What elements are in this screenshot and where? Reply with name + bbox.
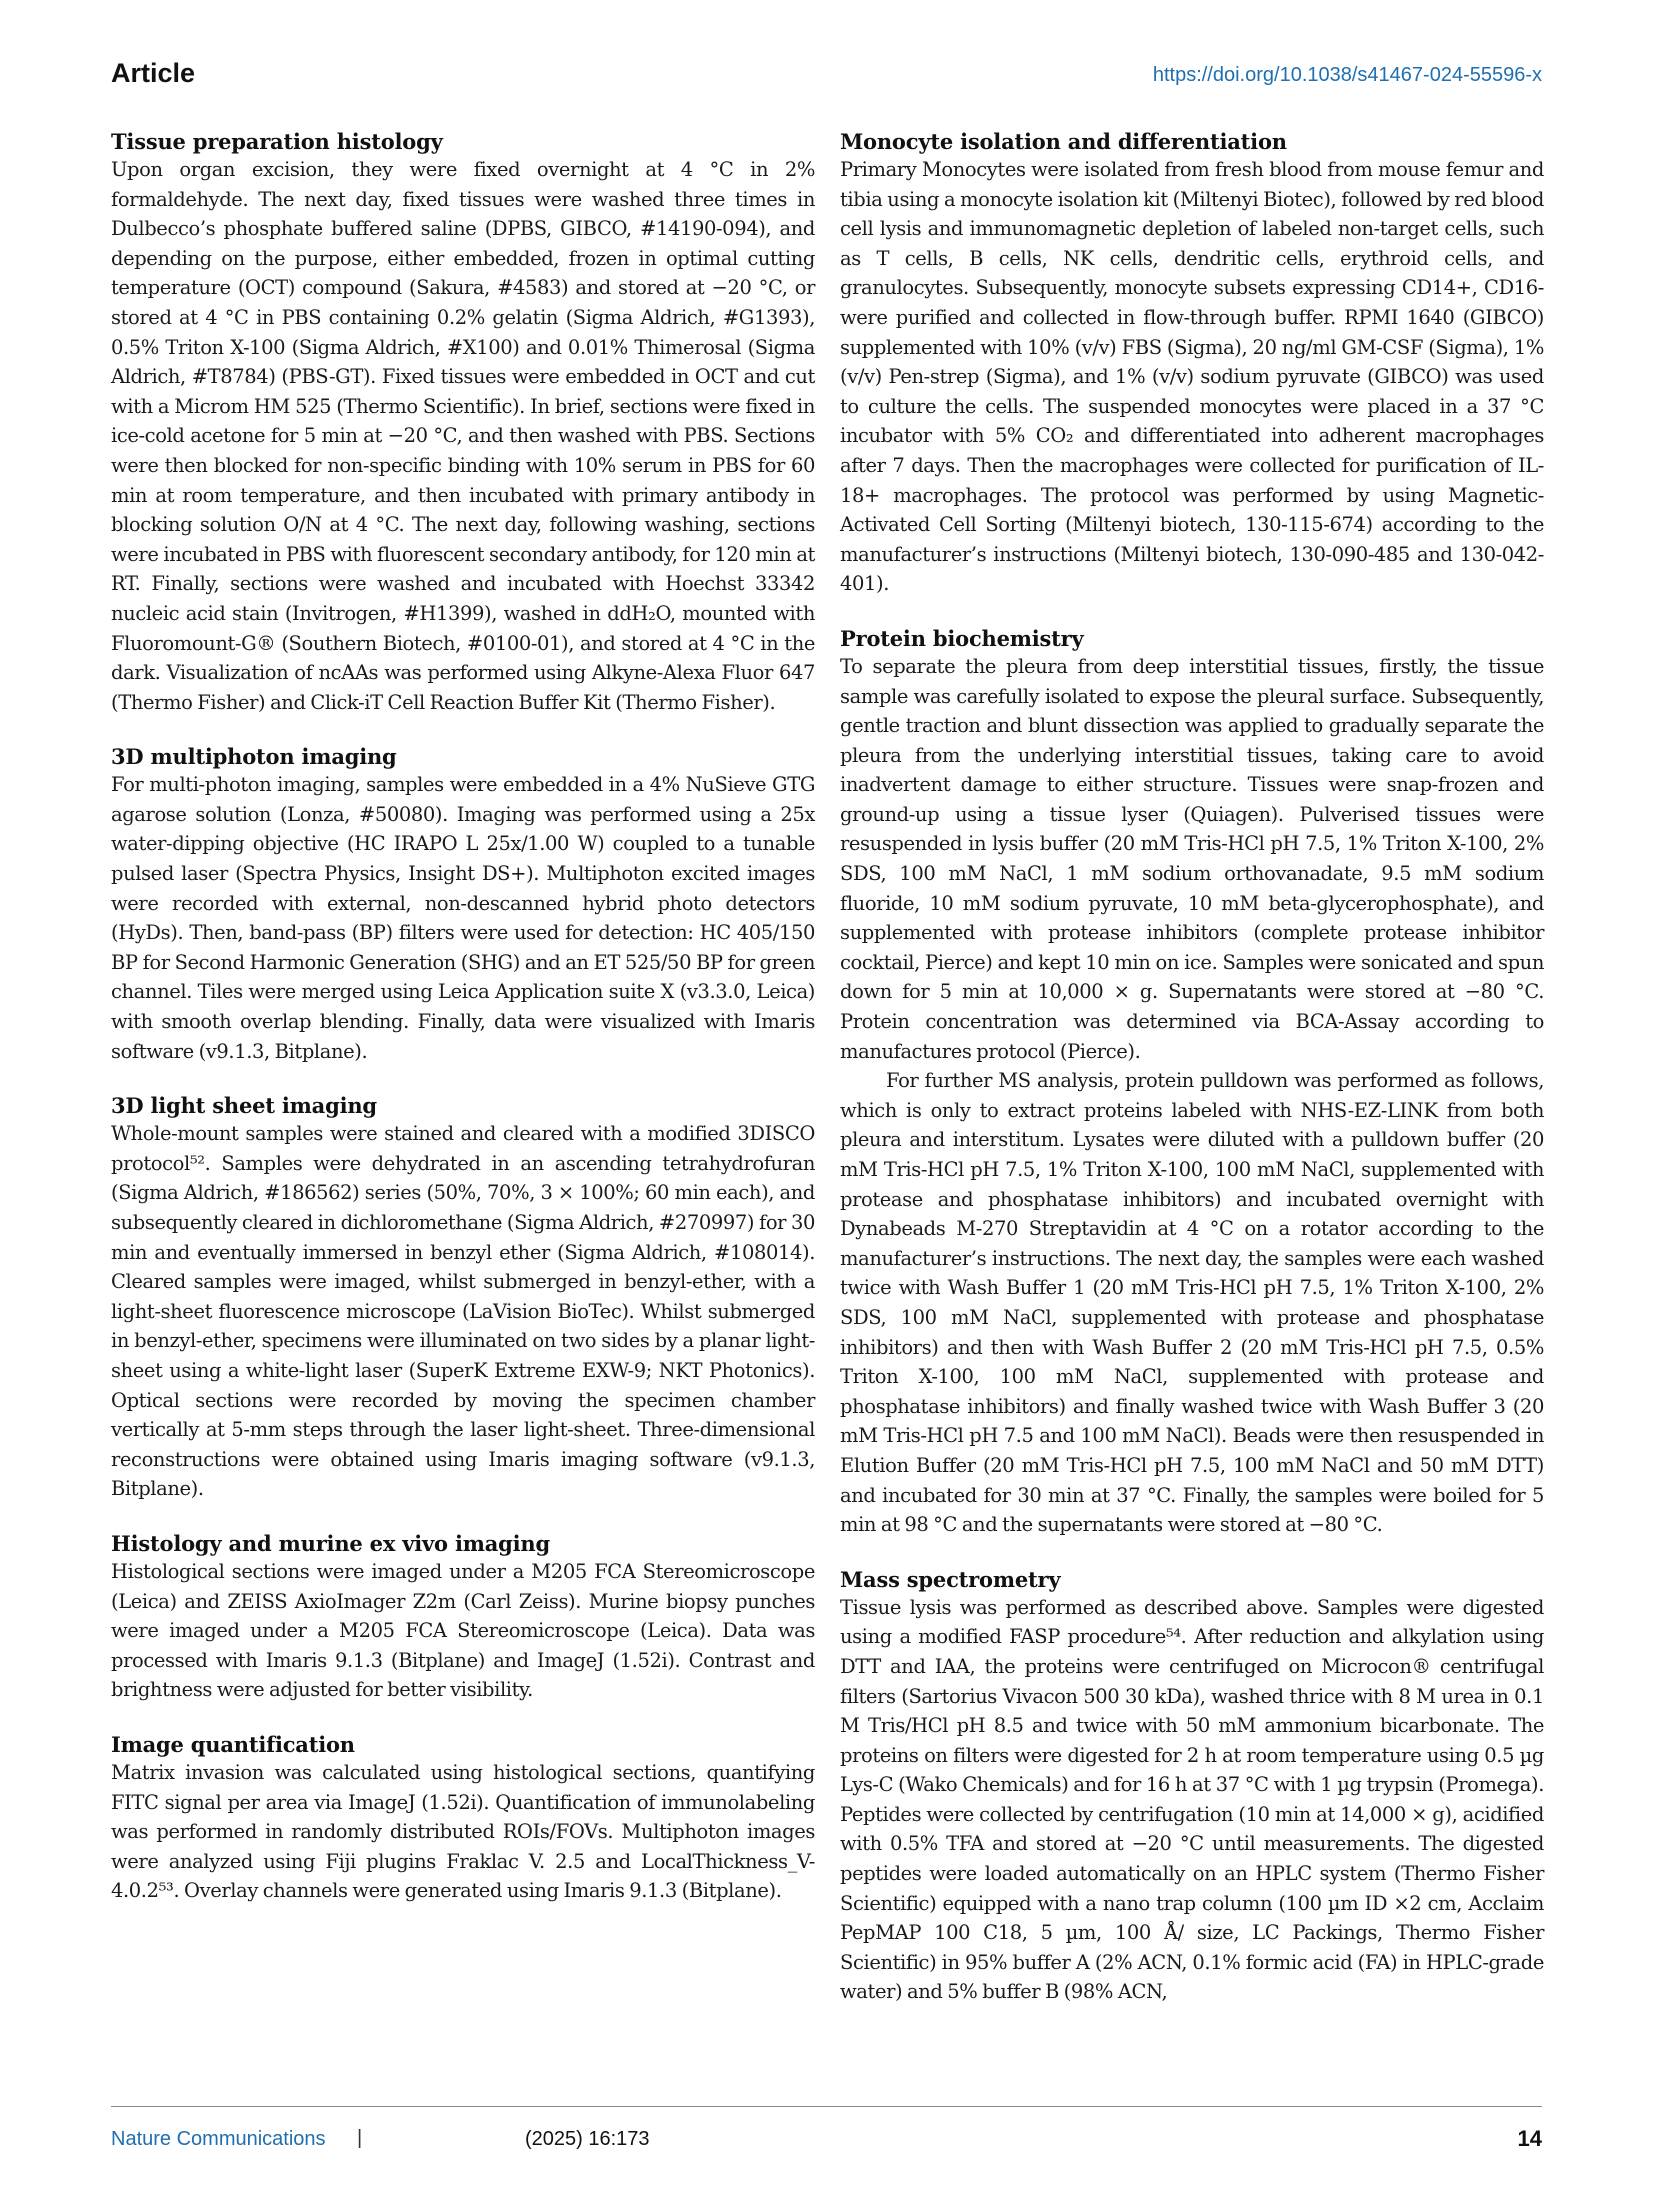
article-type-label: Article	[111, 58, 196, 88]
section-paragraph: Tissue lysis was performed as described above. Samples were digested using a modified FASP procedure⁵⁴. After reduction and alkylation using DTT and IAA, the proteins were centrifuged on Microcon® centrifugal filters (Sartorius Vivacon 500 30 kDa), washed thrice with 8 M urea in 0.1 M Tris/HCl pH 8.5 and twice with 50 mM ammonium bicarbonate. The proteins on filters were digested for 2 h at room temperature using 0.5 µg Lys-C (Wako Chemicals) and for 16 h at 37 °C with 1 µg trypsin (Promega). Peptides were collected by centrifugation (10 min at 14,000 × g), acidified with 0.5% TFA and stored at −20 °C until measurements. The digested peptides were loaded automatically on an HPLC system (Thermo Fisher Scientific) equipped with a nano trap column (100 µm ID ×2 cm, Acclaim PepMAP 100 C18, 5 µm, 100 Å/ size, LC Packings, Thermo Fisher Scientific) in 95% buffer A (2% ACN, 0.1% formic acid (FA) in HPLC-grade water) and 5% buffer B (98% ACN,	[840, 1595, 1544, 2004]
section-paragraph: Whole-mount samples were stained and cleared with a modified 3DISCO protocol⁵². Samples were dehydrated in an ascending tetrahydrofuran (Sigma Aldrich, #186562) series (50%, 70%, 3 × 100%; 60 min each), and subsequently cleared in dichloromethane (Sigma Aldrich, #270997) for 30 min and eventually immersed in benzyl ether (Sigma Aldrich, #108014). Cleared samples were imaged, whilst submerged in benzyl-ether, with a light-sheet fluorescence microscope (LaVision BioTec). Whilst submerged in benzyl-ether, specimens were illuminated on two sides by a planar light-sheet using a white-light laser (SuperK Extreme EXW-9; NKT Photonics). Optical sections were recorded by moving the specimen chamber vertically at 5-mm steps through the laser light-sheet. Three-dimensional reconstructions were obtained using Imaris imaging software (v9.1.3, Bitplane).	[111, 1122, 815, 1501]
right-column	[840, 129, 1544, 2034]
section-protein-biochemistry	[840, 626, 1544, 1540]
section-3d-multiphoton	[111, 744, 815, 1066]
section-paragraph: To separate the pleura from deep interstitial tissues, firstly, the tissue sample was carefully isolated to expose the pleural surface. Subsequently, gentle traction and blunt dissection was applied to gradually separate the pleura from the underlying interstitial tissues, taking care to avoid inadvertent damage to either structure. Tissues were snap-frozen and ground-up using a tissue lyser (Quiagen). Pulverised tissues were resuspended in lysis buffer (20 mM Tris-HCl pH 7.5, 1% Triton X-100, 2% SDS, 100 mM NaCl, 1 mM sodium orthovanadate, 9.5 mM sodium fluoride, 10 mM sodium pyruvate, 10 mM beta-glycerophosphate), and supplemented with protease inhibitors (complete protease inhibitor cocktail, Pierce) and kept 10 min on ice. Samples were sonicated and spun down for 5 min at 10,000 × g. Supernatants were stored at −80 °C. Protein concentration was determined via BCA-Assay according to manufactures protocol (Pierce).	[840, 654, 1544, 1063]
section-heading: Image quantification	[111, 1731, 355, 1757]
section-paragraph: For multi-photon imaging, samples were embedded in a 4% NuSieve GTG agarose solution (Lonza, #50080). Imaging was performed using a 25x water-dipping objective (HC IRAPO L 25x/1.00 W) coupled to a tunable pulsed laser (Spectra Physics, Insight DS+). Multiphoton excited images were recorded with external, non-descanned hybrid photo detectors (HyDs). Then, band-pass (BP) filters were used for detection: HC 405/150 BP for Second Harmonic Generation (SHG) and an ET 525/50 BP for green channel. Tiles were merged using Leica Application suite X (v3.3.0, Leica) with smooth overlap blending. Finally, data were visualized with Imaris software (v9.1.3, Bitplane).	[111, 773, 815, 1063]
section-paragraph: Primary Monocytes were isolated from fresh blood from mouse femur and tibia using a monocyte isolation kit (Miltenyi Biotec), followed by red blood cell lysis and immunomagnetic depletion of labeled non-target cells, such as T cells, B cells, NK cells, dendritic cells, erythroid cells, and granulocytes. Subsequently, monocyte subsets expressing CD14+, CD16- were purified and collected in flow-through buffer. RPMI 1640 (GIBCO) supplemented with 10% (v/v) FBS (Sigma), 20 ng/ml GM-CSF (Sigma), 1% (v/v) Pen-strep (Sigma), and 1% (v/v) sodium pyruvate (GIBCO) was used to culture the cells. The suspended monocytes were placed in a 37 °C incubator with 5% CO₂ and differentiated into adherent macrophages after 7 days. Then the macrophages were collected for purification of IL-18+ macrophages. The protocol was performed by using Magnetic-Activated Cell Sorting (Miltenyi biotech, 130-115-674) according to the manufacturer’s instructions (Miltenyi biotech, 130-090-485 and 130-042-401).	[840, 158, 1544, 596]
section-heading: 3D light sheet imaging	[111, 1093, 377, 1119]
section-heading: Histology and murine ex vivo imaging	[111, 1530, 550, 1556]
page-number: 14	[1517, 2126, 1542, 2151]
section-paragraph: Matrix invasion was calculated using histological sections, quantifying FITC signal per area via ImageJ (1.52i). Quantification of immunolabeling was performed in randomly distributed ROIs/FOVs. Multiphoton images were analyzed using Fiji plugins Fraklac V. 2.5 and LocalThickness_V-4.0.2⁵³. Overlay channels were generated using Imaris 9.1.3 (Bitplane).	[111, 1760, 815, 1903]
section-paragraph: Histological sections were imaged under a M205 FCA Stereomicroscope (Leica) and ZEISS AxioImager Z2m (Carl Zeiss). Murine biopsy punches were imaged under a M205 FCA Stereomicroscope (Leica). Data was processed with Imaris 9.1.3 (Bitplane) and ImageJ (1.52i). Contrast and brightness were adjusted for better visibility.	[111, 1559, 815, 1702]
section-mass-spectrometry	[840, 1567, 1544, 2007]
section-heading: Mass spectrometry	[840, 1566, 1061, 1592]
section-3d-light-sheet	[111, 1093, 815, 1504]
journal-name-link[interactable]: Nature Communications	[111, 2128, 326, 2150]
left-column	[111, 129, 815, 1933]
section-heading: 3D multiphoton imaging	[111, 744, 397, 770]
section-heading: Protein biochemistry	[840, 625, 1084, 651]
section-heading: Tissue preparation histology	[111, 129, 443, 154]
citation-year-volume: (2025) 16:173	[525, 2128, 650, 2150]
doi-link[interactable]: https://doi.org/10.1038/s41467-024-55596-x	[1152, 64, 1542, 86]
section-histology-ex-vivo	[111, 1531, 815, 1705]
section-image-quantification	[111, 1732, 815, 1906]
footer-divider	[111, 2106, 1542, 2107]
section-heading: Monocyte isolation and differentiation	[840, 129, 1287, 154]
footer-separator: |	[357, 2127, 363, 2149]
section-tissue-preparation	[111, 129, 815, 717]
section-monocyte-isolation	[840, 129, 1544, 599]
section-paragraph: Upon organ excision, they were fixed overnight at 4 °C in 2% formaldehyde. The next day, fixed tissues were washed three times in Dulbecco’s phosphate buffered saline (DPBS, GIBCO, #14190-094), and depending on the purpose, either embedded, frozen in optimal cutting temperature (OCT) compound (Sakura, #4583) and stored at −20 °C, or stored at 4 °C in PBS containing 0.2% gelatin (Sigma Aldrich, #G1393), 0.5% Triton X-100 (Sigma Aldrich, #X100) and 0.01% Thimerosal (Sigma Aldrich, #T8784) (PBS-GT). Fixed tissues were embedded in OCT and cut with a Microm HM 525 (Thermo Scientific). In brief, sections were fixed in ice-cold acetone for 5 min at −20 °C, and then washed with PBS. Sections were then blocked for non-specific binding with 10% serum in PBS for 60 min at room temperature, and then incubated with primary antibody in blocking solution O/N at 4 °C. The next day, following washing, sections were incubated in PBS with fluorescent secondary antibody, for 120 min at RT. Finally, sections were washed and incubated with Hoechst 33342 nucleic acid stain (Invitrogen, #H1399), washed in ddH₂O, mounted with Fluoromount-G® (Southern Biotech, #0100-01), and stored at 4 °C in the dark. Visualization of ncAAs was performed using Alkyne-Alexa Fluor 647 (Thermo Fisher) and Click-iT Cell Reaction Buffer Kit (Thermo Fisher).	[111, 158, 815, 714]
section-paragraph: For further MS analysis, protein pulldown was performed as follows, which is only to extract proteins labeled with NHS-EZ-LINK from both pleura and interstitum. Lysates were diluted with a pulldown buffer (20 mM Tris-HCl pH 7.5, 1% Triton X-100, 100 mM NaCl, supplemented with protease and phosphatase inhibitors) and incubated overnight with Dynabeads M-270 Streptavidin at 4 °C on a rotator according to the manufacturer’s instructions. The next day, the samples were each washed twice with Wash Buffer 1 (20 mM Tris-HCl pH 7.5, 1% Triton X-100, 2% SDS, 100 mM NaCl, supplemented with protease and phosphatase inhibitors) and then with Wash Buffer 2 (20 mM Tris-HCl pH 7.5, 0.5% Triton X-100, 100 mM NaCl, supplemented with protease and phosphatase inhibitors) and finally washed twice with Wash Buffer 3 (20 mM Tris-HCl pH 7.5 and 100 mM NaCl). Beads were then resuspended in Elution Buffer (20 mM Tris-HCl pH 7.5, 100 mM NaCl and 50 mM DTT) and incubated for 30 min at 37 °C. Finally, the samples were boiled for 5 min at 98 °C and the supernatants were stored at −80 °C.	[840, 1069, 1544, 1537]
